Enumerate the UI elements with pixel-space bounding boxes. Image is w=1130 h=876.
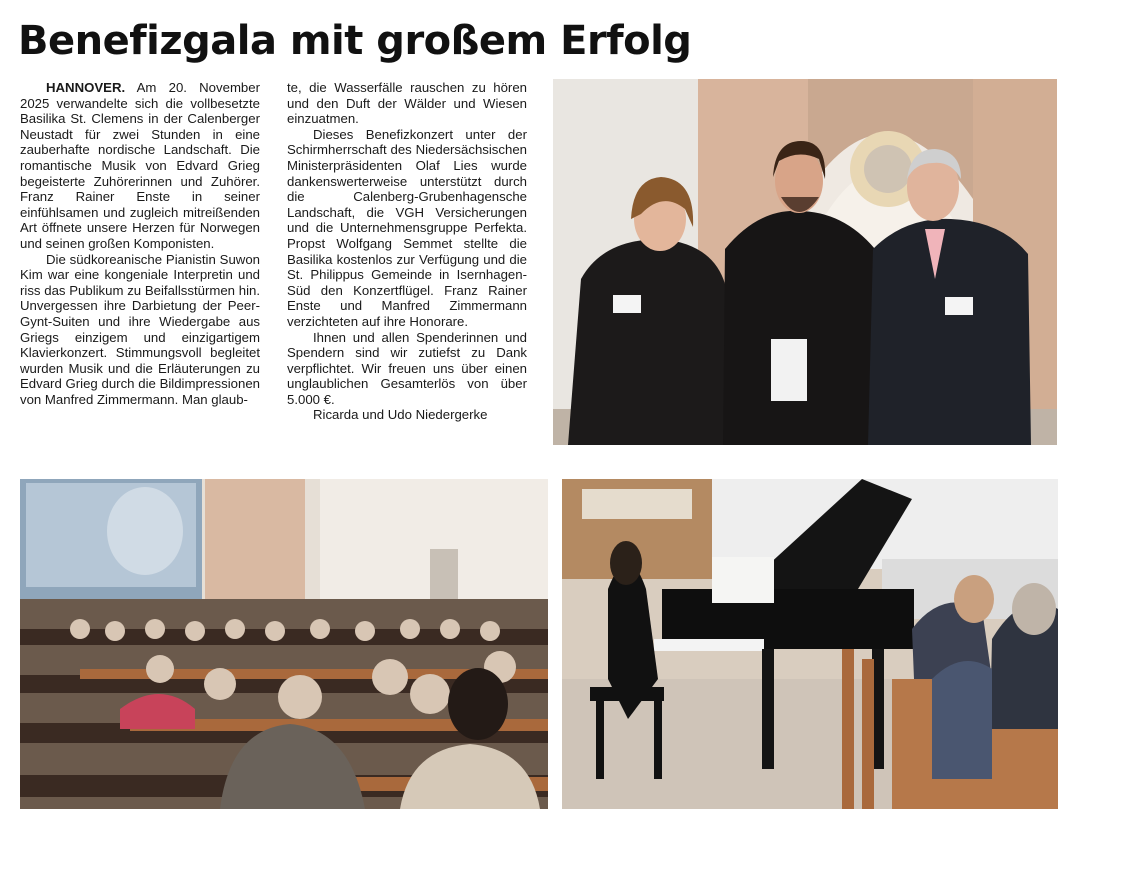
paragraph-continued: te, die Wasserfälle rauschen zu hören und den Duft der Wälder und Wiesen einzuatmen. <box>287 80 527 127</box>
paragraph-2: Die südkoreanische Pianistin Suwon Kim war eine kongeniale Interpretin und riss das Publikum zu Beifallsstürmen hin. Unvergessen ihre Darbietung der Peer-Gynt-Suiten und ihre Wiedergabe aus Griegs einzigem und einzigartigem Klavierkonzert. Stimmungsvoll begleitet wurden Musik und die Erläuterungen zu Edvard Grieg durch die Bildimpressionen von Manfred Zimmermann. Man glaub- <box>20 251 260 407</box>
article-headline: Benefizgala mit großem Erfolg <box>18 18 692 64</box>
paragraph-1: HANNOVER. Am 20. November 2025 verwandelte sich die vollbesetzte Basilika St. Clemens in der Calenberger Neustadt für zwei Stunden in eine zauberhafte nordische Landschaft. Die romantische Musik von Edvard Grieg begeisterte Zuhörerinnen und Zuhörer. Franz Rainer Enste in seiner einfühlsamen und zugleich mitreißenden Art öffnete unsere Herzen für Norwegen und seinen großen Komponisten. <box>20 80 260 251</box>
paragraph-4: Ihnen und allen Spenderinnen und Spendern sind wir zutiefst zu Dank verpflichtet. Wir freuen uns über einen unglaublichen Gesamterlös von über 5.000 €. <box>287 329 527 407</box>
author-signature: Ricarda und Udo Niedergerke <box>313 407 488 423</box>
text-column-2 <box>287 80 527 423</box>
concert-audience-photo <box>20 479 548 809</box>
group-portrait-photo <box>553 79 1057 445</box>
text-column-1 <box>20 80 260 407</box>
pianist-photo <box>562 479 1058 809</box>
dateline: HANNOVER. <box>46 80 126 95</box>
paragraph-3: Dieses Benefizkonzert unter der Schirmherrschaft des Niedersächsischen Ministerpräsidenten Olaf Lies wurde dankenswerterweise unterstützt durch die Calenberg-Grubenhagensche Landschaft, die VGH Versicherungen und die Unternehmensgruppe Perfekta. Propst Wolfgang Semmet stellte die Basilika kostenlos zur Verfügung und die St. Philippus Gemeinde in Isernhagen-Süd den Konzertflügel. Franz Rainer Enste und Manfred Zimmermann verzichteten auf ihre Honorare. <box>287 126 527 329</box>
